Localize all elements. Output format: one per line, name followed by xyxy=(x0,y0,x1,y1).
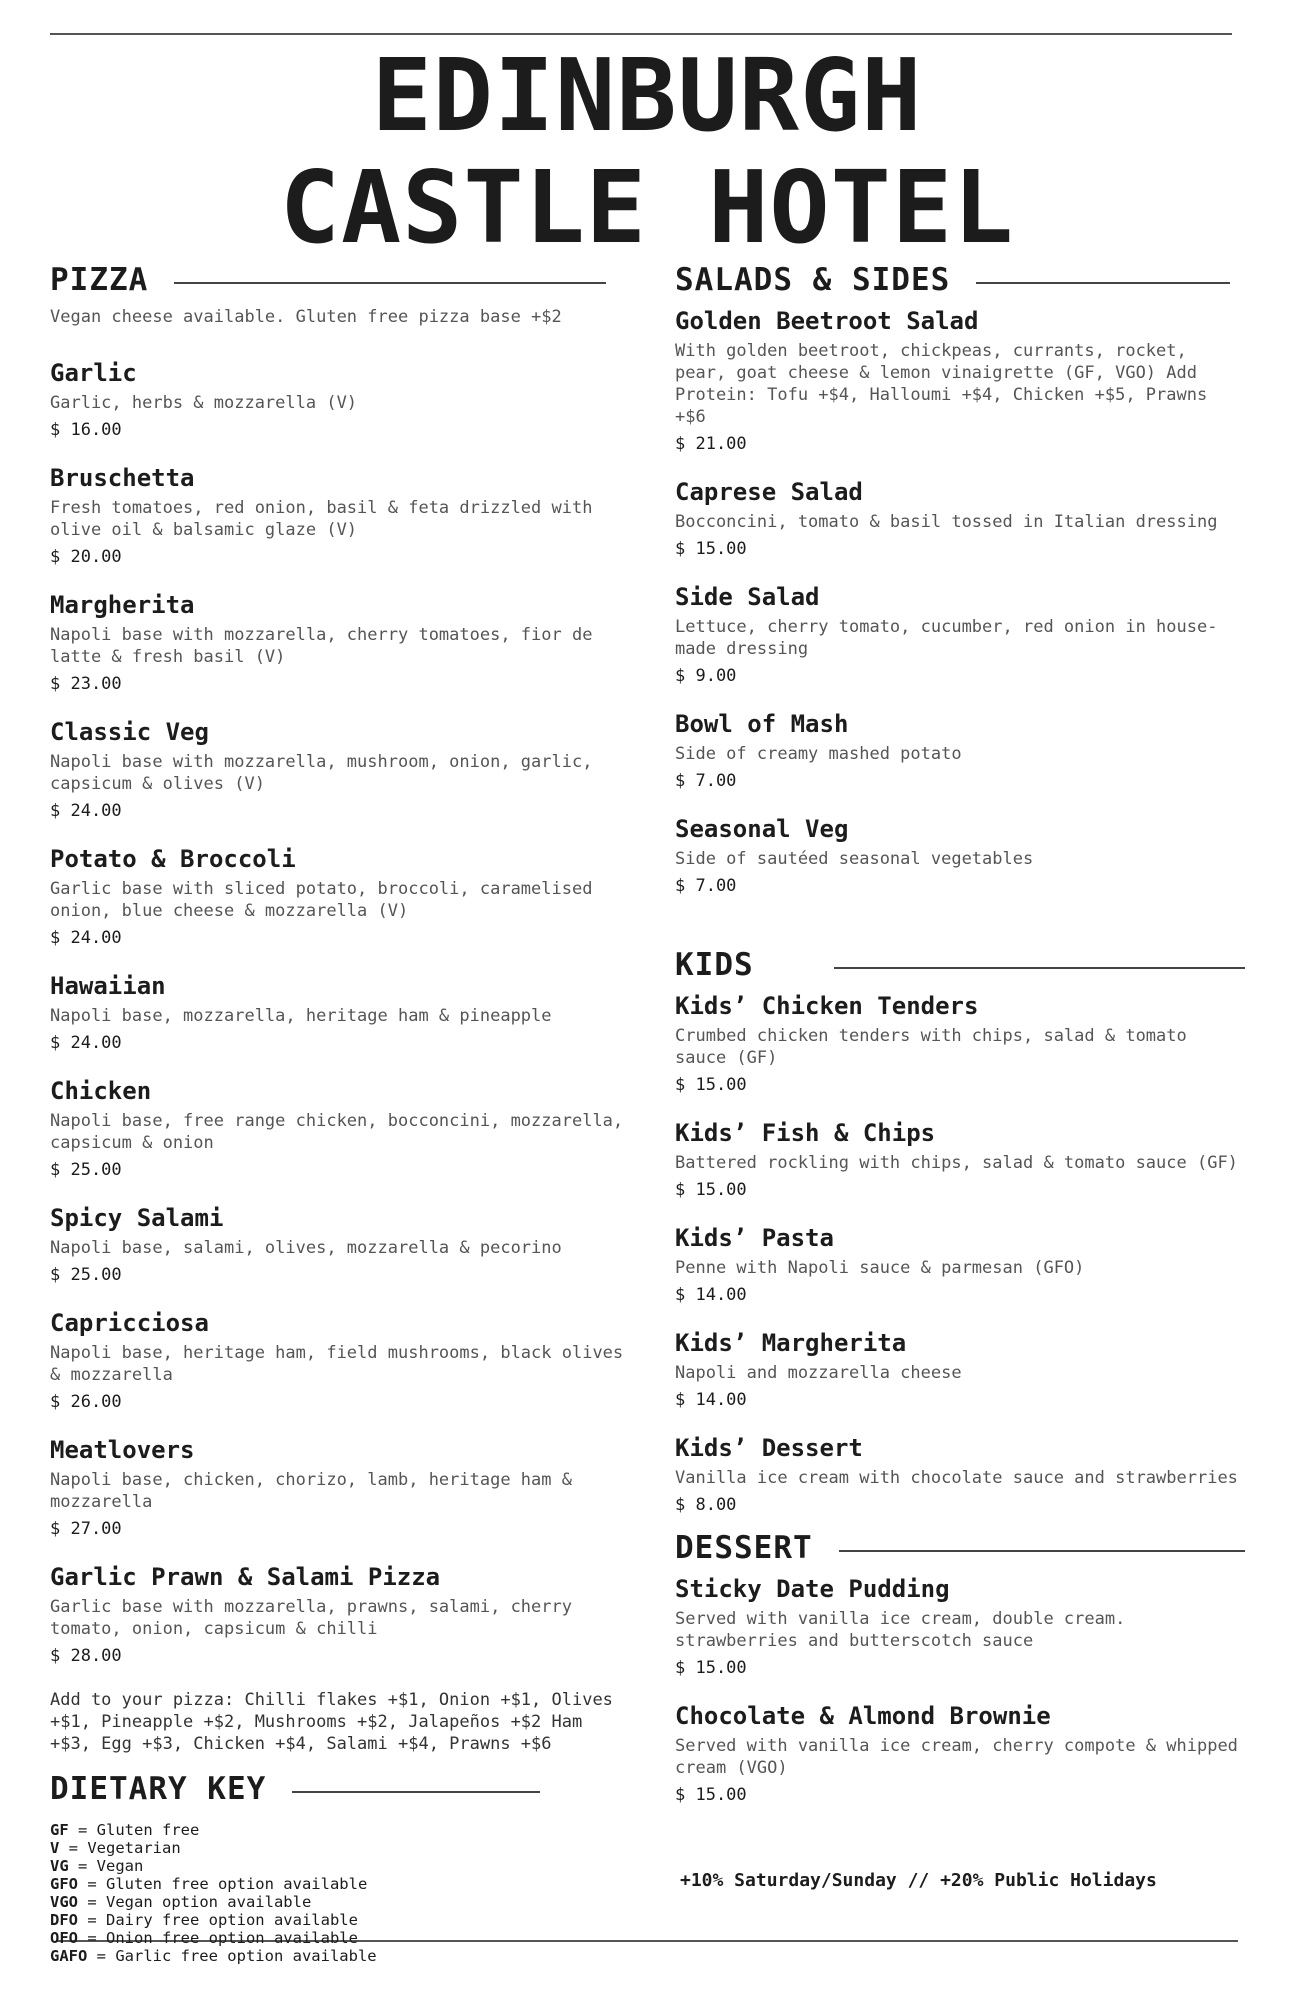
menu-item xyxy=(675,709,1245,792)
menu-item-price: $ 14.00 xyxy=(675,1390,747,1410)
page-title xyxy=(0,37,1294,266)
menu-item-name: Bruschetta xyxy=(50,464,195,492)
dietary-code: GFO xyxy=(50,1875,78,1893)
kids-section-header xyxy=(675,947,1245,983)
menu-item-description: Napoli base, mozzarella, heritage ham & pineapple xyxy=(50,1006,552,1026)
menu-item-name: Garlic xyxy=(50,359,137,387)
menu-item-price: $ 15.00 xyxy=(675,1785,747,1805)
menu-item-price: $ 24.00 xyxy=(50,1033,122,1053)
dietary-code: VG xyxy=(50,1857,69,1875)
pizza-list xyxy=(50,358,640,1667)
dietary-key-row xyxy=(50,1947,640,1965)
menu-item-price: $ 21.00 xyxy=(675,434,747,454)
salads-heading-rule xyxy=(976,282,1230,284)
dietary-list xyxy=(50,1821,640,1965)
menu-item-price: $ 23.00 xyxy=(50,674,122,694)
menu-item-price: $ 25.00 xyxy=(50,1160,122,1180)
menu-item-price: $ 28.00 xyxy=(50,1646,122,1666)
menu-item-price: $ 7.00 xyxy=(675,771,737,791)
dietary-heading: DIETARY KEY xyxy=(50,1771,267,1807)
menu-item-name: Golden Beetroot Salad xyxy=(675,307,979,335)
menu-item-description: Napoli base, free range chicken, bocconcini, mozzarella, capsicum & onion xyxy=(50,1111,624,1153)
menu-item-name: Kids’ Dessert xyxy=(675,1434,863,1462)
dietary-key-row xyxy=(50,1821,640,1839)
dietary-meaning: = Gluten free option available xyxy=(78,1875,368,1893)
menu-item-description: Napoli base with mozzarella, mushroom, onion, garlic, capsicum & olives (V) xyxy=(50,752,593,794)
dietary-meaning: = Vegan option available xyxy=(78,1893,312,1911)
dietary-key-row xyxy=(50,1875,640,1893)
menu-item-name: Bowl of Mash xyxy=(675,710,849,738)
dietary-section-header xyxy=(50,1771,540,1807)
menu-item xyxy=(50,971,640,1054)
menu-item-price: $ 16.00 xyxy=(50,420,122,440)
dietary-meaning: = Dairy free option available xyxy=(78,1911,358,1929)
menu-item-price: $ 15.00 xyxy=(675,1658,747,1678)
menu-item-price: $ 20.00 xyxy=(50,547,122,567)
dietary-code: OFO xyxy=(50,1929,78,1947)
menu-item-price: $ 14.00 xyxy=(675,1285,747,1305)
kids-list xyxy=(675,991,1245,1516)
menu-item-description: Napoli and mozzarella cheese xyxy=(675,1363,962,1383)
dietary-meaning: = Onion free option available xyxy=(78,1929,358,1947)
menu-item-description: Side of sautéed seasonal vegetables xyxy=(675,849,1034,869)
pizza-heading-rule xyxy=(174,282,606,284)
menu-item-name: Spicy Salami xyxy=(50,1204,224,1232)
menu-item-price: $ 15.00 xyxy=(675,539,747,559)
dietary-key-row xyxy=(50,1857,640,1875)
title-line-1: EDINBURGH xyxy=(371,37,923,154)
menu-item-name: Kids’ Chicken Tenders xyxy=(675,992,979,1020)
menu-item-description: Crumbed chicken tenders with chips, salad & tomato sauce (GF) xyxy=(675,1026,1187,1068)
dietary-meaning: = Vegan xyxy=(68,1857,144,1875)
dietary-code: V xyxy=(50,1839,60,1857)
menu-item-name: Sticky Date Pudding xyxy=(675,1575,950,1603)
menu-item-description: Napoli base with mozzarella, cherry tomatoes, fior de latte & fresh basil (V) xyxy=(50,625,593,667)
menu-item-description: Side of creamy mashed potato xyxy=(675,744,962,764)
menu-item xyxy=(675,991,1245,1096)
dessert-list xyxy=(675,1574,1245,1806)
menu-item xyxy=(675,306,1245,455)
menu-item-name: Capricciosa xyxy=(50,1309,209,1337)
dietary-meaning: = Gluten free xyxy=(68,1821,200,1839)
dietary-code: GAFO xyxy=(50,1947,88,1965)
right-column xyxy=(675,262,1245,1828)
menu-item xyxy=(675,1118,1245,1201)
menu-item-description: With golden beetroot, chickpeas, currants, rocket, pear, goat cheese & lemon vinaigrette (GF, VGO) Add Protein: Tofu +$4, Halloumi +$4, Chicken +$5, Prawns +$6 xyxy=(675,341,1208,427)
menu-item-description: Served with vanilla ice cream, double cream. strawberries and butterscotch sauce xyxy=(675,1609,1126,1651)
dessert-heading-rule xyxy=(839,1550,1245,1552)
menu-item xyxy=(50,717,640,822)
pizza-heading: PIZZA xyxy=(50,262,149,298)
dietary-code: GF xyxy=(50,1821,69,1839)
menu-item-name: Chicken xyxy=(50,1077,152,1105)
menu-item-price: $ 8.00 xyxy=(675,1495,737,1515)
menu-item-description: Battered rockling with chips, salad & tomato sauce (GF) xyxy=(675,1153,1238,1173)
menu-item-name: Meatlovers xyxy=(50,1436,195,1464)
salads-list xyxy=(675,306,1245,897)
menu-item xyxy=(50,463,640,568)
dietary-code: VGO xyxy=(50,1893,78,1911)
salads-heading: SALADS & SIDES xyxy=(675,262,951,298)
menu-item xyxy=(675,582,1245,687)
menu-item xyxy=(675,1328,1245,1411)
pizza-section-header xyxy=(50,262,606,298)
menu-item-name: Kids’ Fish & Chips xyxy=(675,1119,936,1147)
pizza-note: Vegan cheese available. Gluten free pizza base +$2 xyxy=(50,307,562,327)
menu-item xyxy=(50,590,640,695)
menu-item xyxy=(50,844,640,949)
menu-item-description: Bocconcini, tomato & basil tossed in Italian dressing xyxy=(675,512,1218,532)
pizza-addons: Add to your pizza: Chilli flakes +$1, Onion +$1, Olives +$1, Pineapple +$2, Mushrooms +$2, Jalapeños +$2 Ham +$3, Egg +$3, Chicken +$4, Salami +$4, Prawns +$6 xyxy=(50,1690,613,1754)
menu-item xyxy=(50,1562,640,1667)
menu-item xyxy=(50,358,640,441)
menu-item-name: Kids’ Margherita xyxy=(675,1329,907,1357)
top-rule xyxy=(50,33,1232,35)
menu-item-price: $ 9.00 xyxy=(675,666,737,686)
dessert-heading: DESSERT xyxy=(675,1530,813,1566)
menu-item-description: Fresh tomatoes, red onion, basil & feta drizzled with olive oil & balsamic glaze (V) xyxy=(50,498,593,540)
menu-item xyxy=(675,1223,1245,1306)
menu-item-price: $ 15.00 xyxy=(675,1180,747,1200)
menu-item-name: Hawaiian xyxy=(50,972,166,1000)
menu-item-price: $ 24.00 xyxy=(50,928,122,948)
menu-item-description: Garlic base with mozzarella, prawns, salami, cherry tomato, onion, capsicum & chilli xyxy=(50,1597,572,1639)
menu-item-name: Chocolate & Almond Brownie xyxy=(675,1702,1051,1730)
title-line-2: CASTLE HOTEL xyxy=(279,149,1015,266)
menu-item-price: $ 27.00 xyxy=(50,1519,122,1539)
dessert-section-header xyxy=(675,1530,1245,1566)
dietary-meaning: = Garlic free option available xyxy=(87,1947,377,1965)
menu-item-name: Kids’ Pasta xyxy=(675,1224,834,1252)
salads-section-header xyxy=(675,262,1230,298)
menu-item xyxy=(50,1308,640,1413)
menu-item xyxy=(50,1076,640,1181)
kids-heading: KIDS xyxy=(675,947,754,983)
menu-item xyxy=(675,1574,1245,1679)
menu-item xyxy=(50,1435,640,1540)
menu-item-name: Classic Veg xyxy=(50,718,209,746)
menu-item-description: Served with vanilla ice cream, cherry compote & whipped cream (VGO) xyxy=(675,1736,1238,1778)
menu-item-description: Penne with Napoli sauce & parmesan (GFO) xyxy=(675,1258,1085,1278)
menu-item-price: $ 7.00 xyxy=(675,876,737,896)
menu-item-price: $ 24.00 xyxy=(50,801,122,821)
menu-item-description: Garlic base with sliced potato, broccoli, caramelised onion, blue cheese & mozzarella (V) xyxy=(50,879,593,921)
menu-item-description: Garlic, herbs & mozzarella (V) xyxy=(50,393,358,413)
menu-item-name: Seasonal Veg xyxy=(675,815,849,843)
left-column xyxy=(50,262,640,1965)
menu-item-name: Potato & Broccoli xyxy=(50,845,296,873)
menu-item-name: Caprese Salad xyxy=(675,478,863,506)
dietary-code: DFO xyxy=(50,1911,78,1929)
menu-item xyxy=(675,477,1245,560)
dietary-key-row xyxy=(50,1929,640,1947)
menu-item-description: Vanilla ice cream with chocolate sauce and strawberries xyxy=(675,1468,1238,1488)
menu-item-name: Side Salad xyxy=(675,583,820,611)
dietary-meaning: = Vegetarian xyxy=(59,1839,181,1857)
kids-heading-rule xyxy=(834,967,1245,969)
menu-item-name: Garlic Prawn & Salami Pizza xyxy=(50,1563,441,1591)
surcharge-note: +10% Saturday/Sunday // +20% Public Holidays xyxy=(680,1870,1157,1891)
menu-item xyxy=(675,1701,1245,1806)
menu-item-name: Margherita xyxy=(50,591,195,619)
menu-item xyxy=(675,814,1245,897)
menu-item-price: $ 26.00 xyxy=(50,1392,122,1412)
menu-item-price: $ 15.00 xyxy=(675,1075,747,1095)
menu-item xyxy=(50,1203,640,1286)
menu-item xyxy=(675,1433,1245,1516)
dietary-heading-rule xyxy=(292,1791,540,1793)
menu-item-description: Napoli base, salami, olives, mozzarella & pecorino xyxy=(50,1238,562,1258)
menu-item-price: $ 25.00 xyxy=(50,1265,122,1285)
dietary-key-row xyxy=(50,1893,640,1911)
dietary-key-row xyxy=(50,1839,640,1857)
menu-item-description: Napoli base, heritage ham, field mushrooms, black olives & mozzarella xyxy=(50,1343,624,1385)
menu-item-description: Lettuce, cherry tomato, cucumber, red onion in house-made dressing xyxy=(675,617,1218,659)
dietary-key-row xyxy=(50,1911,640,1929)
menu-item-description: Napoli base, chicken, chorizo, lamb, heritage ham & mozzarella xyxy=(50,1470,572,1512)
